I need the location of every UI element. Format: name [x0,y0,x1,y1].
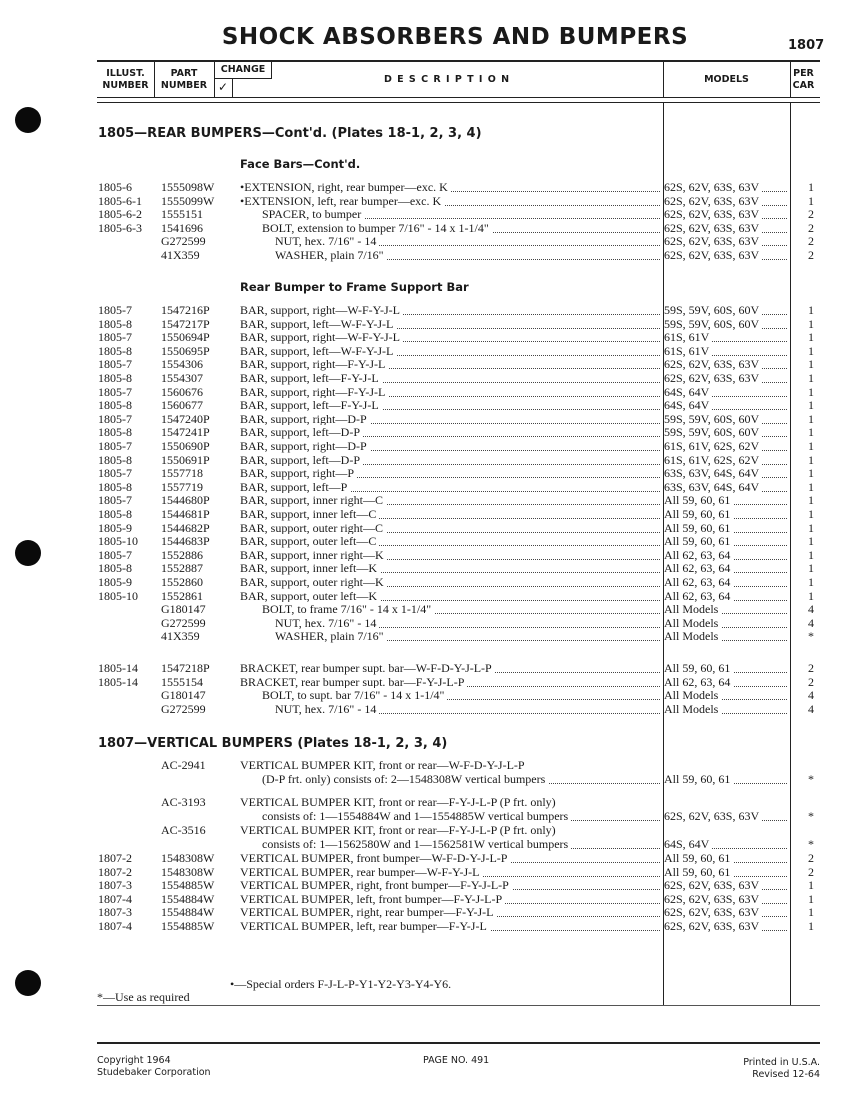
description-continued: consists of: 1—1554884W and 1—1554885W vertical bumpers [262,809,660,823]
description: VERTICAL BUMPER, right, front bumper—F-Y-J-L-P [240,878,660,892]
illust-number: 1807-4 [98,919,132,933]
models: All 62, 63, 64 [664,575,789,589]
models: 59S, 59V, 60S, 60V [664,425,789,439]
models: 64S, 64V [664,837,789,851]
illust-number: 1805-10 [98,534,138,549]
models: All 59, 60, 61 [664,521,789,535]
models: 62S, 62V, 63S, 63V [664,248,789,262]
description: BAR, support, inner left—C [240,507,660,521]
col-divider [232,78,233,98]
per-car-qty: 1 [808,493,814,508]
models: All Models [664,702,789,716]
illust-number: 1805-8 [98,316,132,331]
table-row-continued [98,809,820,823]
description: BAR, support, left—D-P [240,453,660,467]
per-car-qty: 1 [808,384,814,399]
part-number: AC-3193 [161,795,206,809]
illust-number: 1805-8 [98,425,132,440]
description: NUT, hex. 7/16" - 14 [275,702,660,716]
illust-number: 1805-14 [98,661,138,675]
part-number: 1550694P [161,330,210,345]
models: 59S, 59V, 60S, 60V [664,412,789,426]
description: BAR, support, left—P [240,480,660,494]
col-description: D E S C R I P T I O N [383,74,511,85]
part-number: 1550695P [161,343,210,358]
models: 62S, 62V, 63S, 63V [664,207,789,221]
description: BRACKET, rear bumper supt. bar—W-F-D-Y-J-L-P [240,661,660,675]
part-number: 1554307 [161,371,203,385]
per-car-qty: 1 [808,479,814,494]
subheading-support-bar: Rear Bumper to Frame Support Bar [240,280,469,294]
table-row [98,398,820,412]
binding-hole [15,107,41,133]
description: BAR, support, right—W-F-Y-J-L [240,330,660,344]
models: 62S, 62V, 63S, 63V [664,878,789,892]
part-number: 1547241P [161,425,210,440]
models: 61S, 61V, 62S, 62V [664,439,789,453]
description: BAR, support, outer left—K [240,589,660,603]
models: 62S, 62V, 63S, 63V [664,234,789,248]
per-car-qty: 1 [808,398,814,413]
part-number: AC-3516 [161,823,206,837]
per-car-qty: 1 [808,371,814,385]
illust-number: 1805-6 [98,180,132,194]
table-row [98,795,820,809]
description: VERTICAL BUMPER KIT, front or rear—F-Y-J-L-P (P frt. only) [240,823,556,837]
per-car-qty: 1 [808,919,814,933]
models: 62S, 62V, 63S, 63V [664,919,789,933]
per-car-qty: 1 [808,507,814,521]
footer-copyright: Copyright 1964 Studebaker Corporation [97,1055,211,1078]
part-number: 1552861 [161,588,203,603]
per-car-qty: 1 [808,330,814,345]
binding-hole [15,540,41,566]
part-number: 1555099W [161,193,215,208]
illust-number: 1807-4 [98,891,132,906]
per-car-qty: 2 [808,248,814,262]
per-car-qty: 4 [808,615,814,630]
illust-number: 1805-6-1 [98,193,142,208]
description: BAR, support, right—F-Y-J-L [240,357,660,371]
description: BAR, support, left—W-F-Y-J-L [240,317,660,331]
table-row [98,480,820,494]
table-row [98,493,820,507]
description: VERTICAL BUMPER, left, front bumper—F-Y-J-L-P [240,892,660,906]
part-number: G272599 [161,234,206,249]
part-number: 1548308W [161,864,215,879]
part-number: 1547218P [161,661,210,675]
per-car-qty: 1 [808,575,814,589]
per-car-qty: * [808,808,814,823]
table-row [98,688,820,702]
table-row [98,589,820,603]
per-car-qty: 1 [808,411,814,426]
table-row [98,412,820,426]
models: 62S, 62V, 63S, 63V [664,357,789,371]
table-row [98,521,820,535]
part-number: 1541696 [161,220,203,235]
header-rule [97,97,820,103]
description: WASHER, plain 7/16" [275,248,660,262]
subheading-face-bars: Face Bars—Cont'd. [240,157,361,171]
table-row [98,919,820,933]
section-heading-1807: 1807—VERTICAL BUMPERS (Plates 18-1, 2, 3, 4) [98,736,448,751]
models: All 59, 60, 61 [664,772,789,786]
models: All Models [664,688,789,702]
table-row [98,823,820,837]
group-number: 1807 [788,38,825,53]
description: BAR, support, inner right—C [240,493,660,507]
description: BOLT, to frame 7/16" - 14 x 1-1/4" [262,602,660,616]
per-car-qty: * [808,836,814,851]
per-car-qty: 1 [808,588,814,603]
part-number: 1557719 [161,479,203,494]
description: BAR, support, right—P [240,466,660,480]
part-number: 1555098W [161,180,215,194]
per-car-qty: 1 [808,520,814,535]
models: All 62, 63, 64 [664,675,789,689]
checkmark-icon: ✓ [218,80,229,94]
part-number: 1560676 [161,384,203,399]
description: •EXTENSION, right, rear bumper—exc. K [240,180,660,194]
table-row [98,675,820,689]
models: All 62, 63, 64 [664,561,789,575]
table-row [98,344,820,358]
per-car-qty: 2 [808,661,814,675]
table-row [98,234,820,248]
per-car-qty: 1 [808,452,814,467]
description: VERTICAL BUMPER, rear bumper—W-F-Y-J-L [240,865,660,879]
footer-printed: Printed in U.S.A. Revised 12-64 [743,1057,820,1080]
description: VERTICAL BUMPER, left, rear bumper—F-Y-J-L [240,919,660,933]
description: BAR, support, right—F-Y-J-L [240,385,660,399]
description: BRACKET, rear bumper supt. bar—F-Y-J-L-P [240,675,660,689]
table-row [98,466,820,480]
footnote-use-as-required: *—Use as required [97,990,190,1004]
binding-hole [15,970,41,996]
models: 59S, 59V, 60S, 60V [664,303,789,317]
table-bottom-rule [97,1005,820,1006]
table-row [98,357,820,371]
description: VERTICAL BUMPER KIT, front or rear—W-F-D-Y-J-L-P [240,758,525,772]
illust-number: 1805-8 [98,479,132,494]
models: 62S, 62V, 63S, 63V [664,371,789,385]
models: 64S, 64V [664,398,789,412]
illust-number: 1805-8 [98,371,132,385]
description-continued: consists of: 1—1562580W and 1—1562581W vertical bumpers [262,837,660,851]
per-car-qty: 2 [808,220,814,235]
models: All 59, 60, 61 [664,493,789,507]
table-row [98,561,820,575]
footer-page-number: PAGE NO. 491 [423,1055,490,1066]
part-number: 1555154 [161,674,203,689]
illust-number: 1805-7 [98,303,132,317]
models: All Models [664,629,789,643]
table-row [98,702,820,716]
description: NUT, hex. 7/16" - 14 [275,616,660,630]
table-row [98,865,820,879]
per-car-qty: 1 [808,905,814,920]
part-number: 1554885W [161,878,215,893]
description: BAR, support, right—D-P [240,412,660,426]
description: BAR, support, outer right—C [240,521,660,535]
page-title: SHOCK ABSORBERS AND BUMPERS [221,24,689,50]
per-car-qty: 1 [808,343,814,358]
description: BOLT, extension to bumper 7/16" - 14 x 1-1/4" [262,221,660,235]
table-row [98,317,820,331]
models: All 59, 60, 61 [664,661,789,675]
per-car-qty: 1 [808,891,814,906]
illust-number: 1805-7 [98,493,132,508]
description: BAR, support, outer left—C [240,534,660,548]
illust-number: 1805-7 [98,384,132,399]
table-row [98,371,820,385]
per-car-qty: 1 [808,180,814,194]
models: 62S, 62V, 63S, 63V [664,905,789,919]
table-row [98,439,820,453]
table-row-continued [98,772,820,786]
table-row [98,575,820,589]
part-number: 1544680P [161,493,210,508]
illust-number: 1805-14 [98,674,138,689]
per-car-qty: 2 [808,864,814,879]
per-car-qty: 1 [808,534,814,549]
description: BAR, support, right—W-F-Y-J-L [240,303,660,317]
illust-number: 1805-7 [98,439,132,453]
models: All Models [664,616,789,630]
col-per-car: PER CAR [792,68,815,91]
illust-number: 1805-6-3 [98,220,142,235]
description: BAR, support, outer right—K [240,575,660,589]
per-car-qty: 1 [808,439,814,453]
part-number: 1547240P [161,411,210,426]
illust-number: 1807-3 [98,905,132,920]
table-row [98,507,820,521]
per-car-qty: 1 [808,466,814,481]
illust-number: 1805-9 [98,575,132,589]
table-row [98,616,820,630]
part-number: 1555151 [161,207,203,222]
col-part-number: PART NUMBER [160,68,208,91]
table-row [98,905,820,919]
illust-number: 1805-7 [98,466,132,481]
table-row [98,878,820,892]
per-car-qty: 4 [808,688,814,703]
per-car-qty: 1 [808,547,814,562]
per-car-qty: 2 [808,674,814,689]
illust-number: 1805-6-2 [98,207,142,222]
description: •EXTENSION, left, rear bumper—exc. K [240,194,660,208]
table-row [98,602,820,616]
models: 62S, 62V, 63S, 63V [664,180,789,194]
description: WASHER, plain 7/16" [275,629,660,643]
per-car-qty: * [808,629,814,644]
section-heading-1805: 1805—REAR BUMPERS—Cont'd. (Plates 18-1, 2, 3, 4) [98,126,482,141]
table-row [98,194,820,208]
part-number: 1550691P [161,452,210,467]
part-number: 1554884W [161,905,215,920]
part-number: 1554885W [161,919,215,933]
models: 61S, 61V [664,344,789,358]
part-number: 41X359 [161,629,200,644]
part-number: 1550690P [161,439,210,453]
models: All 59, 60, 61 [664,507,789,521]
part-number: 1552887 [161,561,203,576]
part-number: 1552860 [161,575,203,589]
footer-rule [97,1042,820,1044]
part-number: 1544681P [161,507,210,521]
description-continued: (D-P frt. only) consists of: 2—1548308W vertical bumpers [262,772,660,786]
description: VERTICAL BUMPER, right, rear bumper—F-Y-J-L [240,905,660,919]
col-models: MODELS [704,74,749,85]
models: 62S, 62V, 63S, 63V [664,892,789,906]
per-car-qty: 1 [808,193,814,208]
description: BOLT, to supt. bar 7/16" - 14 x 1-1/4" [262,688,660,702]
models: All 62, 63, 64 [664,589,789,603]
part-number: AC-2941 [161,758,206,772]
models: All 59, 60, 61 [664,851,789,865]
per-car-qty: 4 [808,701,814,716]
column-header [97,60,820,98]
illust-number: 1805-8 [98,452,132,467]
illust-number: 1805-7 [98,547,132,562]
table-row [98,758,820,772]
table-row [98,661,820,675]
per-car-qty: 1 [808,316,814,331]
models: 59S, 59V, 60S, 60V [664,317,789,331]
illust-number: 1805-7 [98,330,132,345]
table-row [98,425,820,439]
illust-number: 1807-2 [98,851,132,865]
per-car-qty: * [808,771,814,786]
illust-number: 1805-8 [98,398,132,413]
table-row [98,548,820,562]
part-number: 1557718 [161,466,203,481]
table-row [98,629,820,643]
models: 61S, 61V, 62S, 62V [664,453,789,467]
table-row [98,534,820,548]
part-number: 1544683P [161,534,210,549]
per-car-qty: 4 [808,602,814,617]
part-number: 1560677 [161,398,203,413]
models: 62S, 62V, 63S, 63V [664,809,789,823]
table-row [98,330,820,344]
models: All 59, 60, 61 [664,534,789,548]
description: BAR, support, inner left—K [240,561,660,575]
part-number: G272599 [161,615,206,630]
per-car-qty: 1 [808,425,814,440]
per-car-qty: 1 [808,303,814,317]
per-car-qty: 2 [808,234,814,249]
table-row [98,221,820,235]
description: SPACER, to bumper [262,207,660,221]
part-number: 1547216P [161,303,210,317]
part-number: 1554306 [161,357,203,372]
col-illust-number: ILLUST. NUMBER [102,68,149,91]
per-car-qty: 1 [808,561,814,576]
models: 62S, 62V, 63S, 63V [664,194,789,208]
table-row [98,180,820,194]
description: BAR, support, inner right—K [240,548,660,562]
models: All 62, 63, 64 [664,548,789,562]
description: BAR, support, left—W-F-Y-J-L [240,344,660,358]
table-row [98,303,820,317]
description: BAR, support, left—F-Y-J-L [240,398,660,412]
col-change: CHANGE [215,62,272,79]
description: BAR, support, left—F-Y-J-L [240,371,660,385]
illust-number: 1805-8 [98,507,132,521]
table-row [98,851,820,865]
models: All 59, 60, 61 [664,865,789,879]
part-number: G180147 [161,688,206,703]
part-number: G272599 [161,701,206,716]
footnote-special-orders: •—Special orders F-J-L-P-Y1-Y2-Y3-Y4-Y6. [230,977,452,991]
table-row [98,207,820,221]
illust-number: 1805-8 [98,561,132,576]
description: BAR, support, right—D-P [240,439,660,453]
part-number: 1548308W [161,851,215,865]
table-row [98,892,820,906]
table-row-continued [98,837,820,851]
per-car-qty: 1 [808,878,814,893]
models: 64S, 64V [664,385,789,399]
illust-number: 1807-3 [98,878,132,893]
models: All Models [664,602,789,616]
table-row [98,385,820,399]
per-car-qty: 2 [808,851,814,865]
part-number: G180147 [161,602,206,617]
table-row [98,453,820,467]
per-car-qty: 2 [808,207,814,222]
part-number: 1547217P [161,316,210,331]
illust-number: 1805-10 [98,588,138,603]
description: VERTICAL BUMPER KIT, front or rear—F-Y-J-L-P (P frt. only) [240,795,556,809]
models: 63S, 63V, 64S, 64V [664,480,789,494]
table-row [98,248,820,262]
models: 62S, 62V, 63S, 63V [664,221,789,235]
part-number: 1552886 [161,547,203,562]
illust-number: 1805-7 [98,411,132,426]
models: 63S, 63V, 64S, 64V [664,466,789,480]
description: VERTICAL BUMPER, front bumper—W-F-D-Y-J-L-P [240,851,660,865]
illust-number: 1805-7 [98,357,132,372]
illust-number: 1805-9 [98,520,132,535]
per-car-qty: 1 [808,357,814,372]
models: 61S, 61V [664,330,789,344]
illust-number: 1805-8 [98,343,132,358]
part-number: 41X359 [161,248,200,262]
part-number: 1544682P [161,520,210,535]
illust-number: 1807-2 [98,864,132,879]
description: BAR, support, left—D-P [240,425,660,439]
description: NUT, hex. 7/16" - 14 [275,234,660,248]
part-number: 1554884W [161,891,215,906]
